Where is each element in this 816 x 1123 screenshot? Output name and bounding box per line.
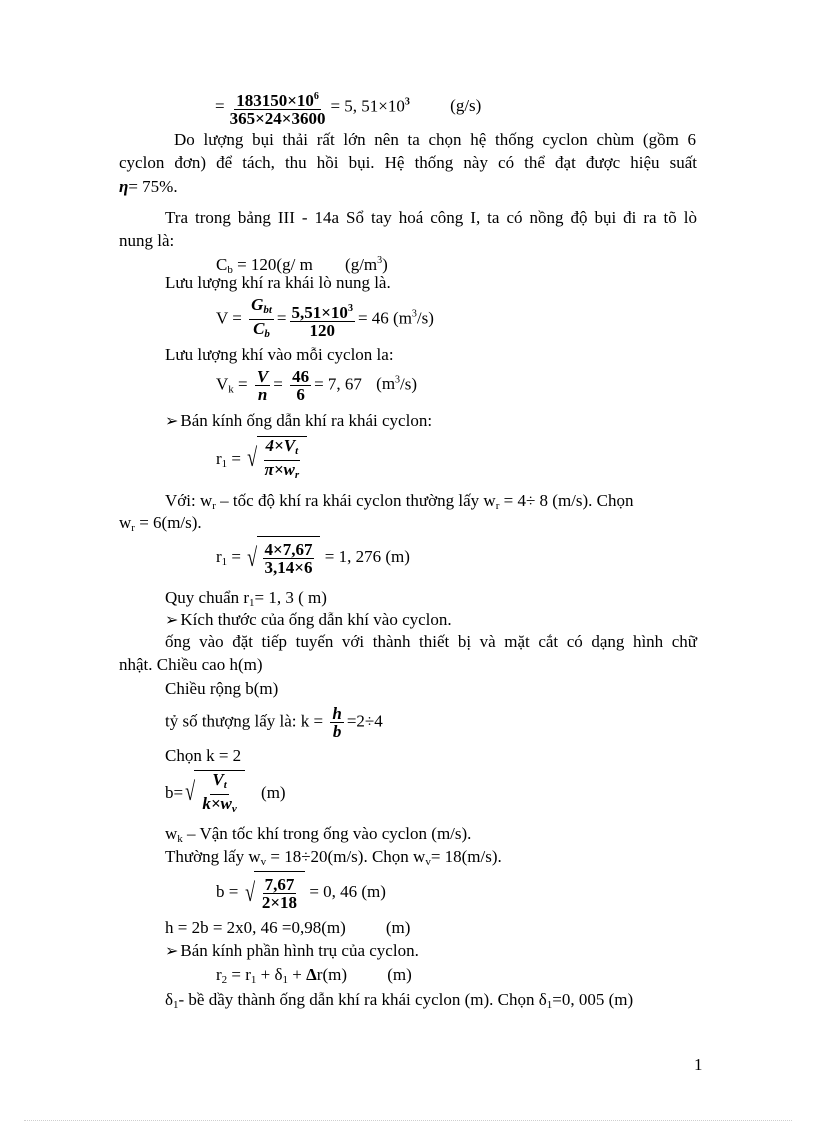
paragraph-table-lookup: Tra trong bảng III - 14a Sổ tay hoá công I, ta có nồng độ bụi đi ra tõ lò — [165, 208, 697, 227]
equation-h: h = 2b = 2x0, 46 =0,98(m) (m) — [165, 918, 411, 937]
heading-cylinder-radius: ➢ Bán kính phần hình trụ của cyclon. — [165, 941, 419, 960]
label-inlet-speed: Thường lấy $w_v = 18\div 20(m/s)$. Chọn $w_v= 18(m/s)$. — [165, 847, 502, 868]
paragraph-inlet-shape-line2: nhật. Chiều cao h(m) — [119, 655, 263, 674]
arrowhead-bullet-icon: ➢ — [165, 413, 179, 430]
footer-rule — [24, 1120, 792, 1121]
paragraph-cyclon-choice-line2: cyclon đơn) để tách, thu hồi bụi. Hệ thống này có thể đạt được hiệu suất — [119, 153, 697, 172]
equation-ratio: tỷ số thượng lấy là: k = $\frac{h}{b}$ =2÷4 — [165, 704, 383, 741]
page-number: 1 — [694, 1055, 703, 1074]
sqrt-icon: √ $\frac{4\times 7,67}{3,14\times 6}$ — [245, 536, 320, 580]
equation-b: b= √ $\frac{V_t}{k\times w_v}$ (m) — [165, 770, 286, 818]
label-flow-per-cyclon: Lưu lượng khí vào mỗi cyclon la: — [165, 345, 394, 364]
paragraph-table-lookup-line2: nung là: — [119, 231, 175, 250]
label-flow-out: Lưu lượng khí ra khái lò nung là. — [165, 273, 391, 292]
sqrt-icon: √ $\frac{4\times V_t}{\pi\times w_r}$ — [245, 436, 307, 484]
equation-dust-rate: = $\frac{183150\times 10^6}{365\times 24\times 3600}$ = 5, $51\times 10^3$ (g/s) — [215, 88, 481, 127]
label-choose-k: Chọn k = 2 — [165, 746, 242, 765]
paragraph-wall-thickness: $\delta_1-$ bề dầy thành ống dẫn khí ra khái cyclon (m). Chọn $\delta_1=0$, 005 (m) — [165, 990, 634, 1011]
standardized-r1: Quy chuẩn $r_1= 1$, 3 ( m) — [165, 588, 327, 609]
heading-outlet-radius: ➢ Bán kính ống dẫn khí ra khái cyclon: — [165, 411, 433, 430]
equation-r1-value: $r_1$ = √ $\frac{4\times 7,67}{3,14\times 6}$ = 1, 276 (m) — [216, 536, 410, 580]
label-width: Chiều rộng b(m) — [165, 679, 279, 698]
paragraph-outlet-speed: Với: $w_r$ – tốc độ khí ra khái cyclon thường lấy $w_r = 4\div 8$ (m/s). Chọn — [165, 491, 634, 512]
equation-volume: V = $\frac{G_{bt}}{C_b}$ = $\frac{5,51\times 10^3}{120}$ = 46 $(m^3/s)$ — [216, 295, 434, 340]
equation-b-value: b = √ $\frac{7,67}{2\times 18}$ = 0, 46 (m) — [216, 871, 386, 915]
label-wk: $w_k$ – Vận tốc khí trong ống vào cyclon (m/s). — [165, 824, 472, 845]
heading-inlet-size: ➢ Kích thước của ống dẫn khí vào cyclon. — [165, 610, 452, 629]
sqrt-icon: √ $\frac{V_t}{k\times w_v}$ — [183, 770, 245, 818]
equation-r1: $r_1$ = √ $\frac{4\times V_t}{\pi\times w_r}$ — [216, 436, 307, 484]
equation-cb: $C_b = 120(g/$ m $(g/m^3)$ — [216, 255, 388, 276]
equation-vk: $V_k$ = $\frac{V}{n}$ = $\frac{46}{6}$ = 7, 67 $(m^3/s)$ — [216, 367, 418, 404]
paragraph-cyclon-choice: Do lượng bụi thải rất lớn nên ta chọn hệ thống cyclon chùm (gồm 6 — [174, 130, 696, 149]
sqrt-icon: √ $\frac{7,67}{2\times 18}$ — [243, 871, 305, 915]
arrowhead-bullet-icon: ➢ — [165, 943, 179, 960]
paragraph-efficiency: η= 75%. — [119, 177, 178, 196]
paragraph-outlet-speed-line2: $w_r = 6(m/s)$. — [119, 513, 202, 534]
equation-r2: $r_2 = r_1 + \delta_1 + \Delta r(m)$ (m) — [216, 965, 412, 986]
paragraph-inlet-shape: ống vào đặt tiếp tuyến với thành thiết bị và mặt cắt có dạng hình chữ — [165, 632, 697, 651]
arrowhead-bullet-icon: ➢ — [165, 612, 179, 629]
